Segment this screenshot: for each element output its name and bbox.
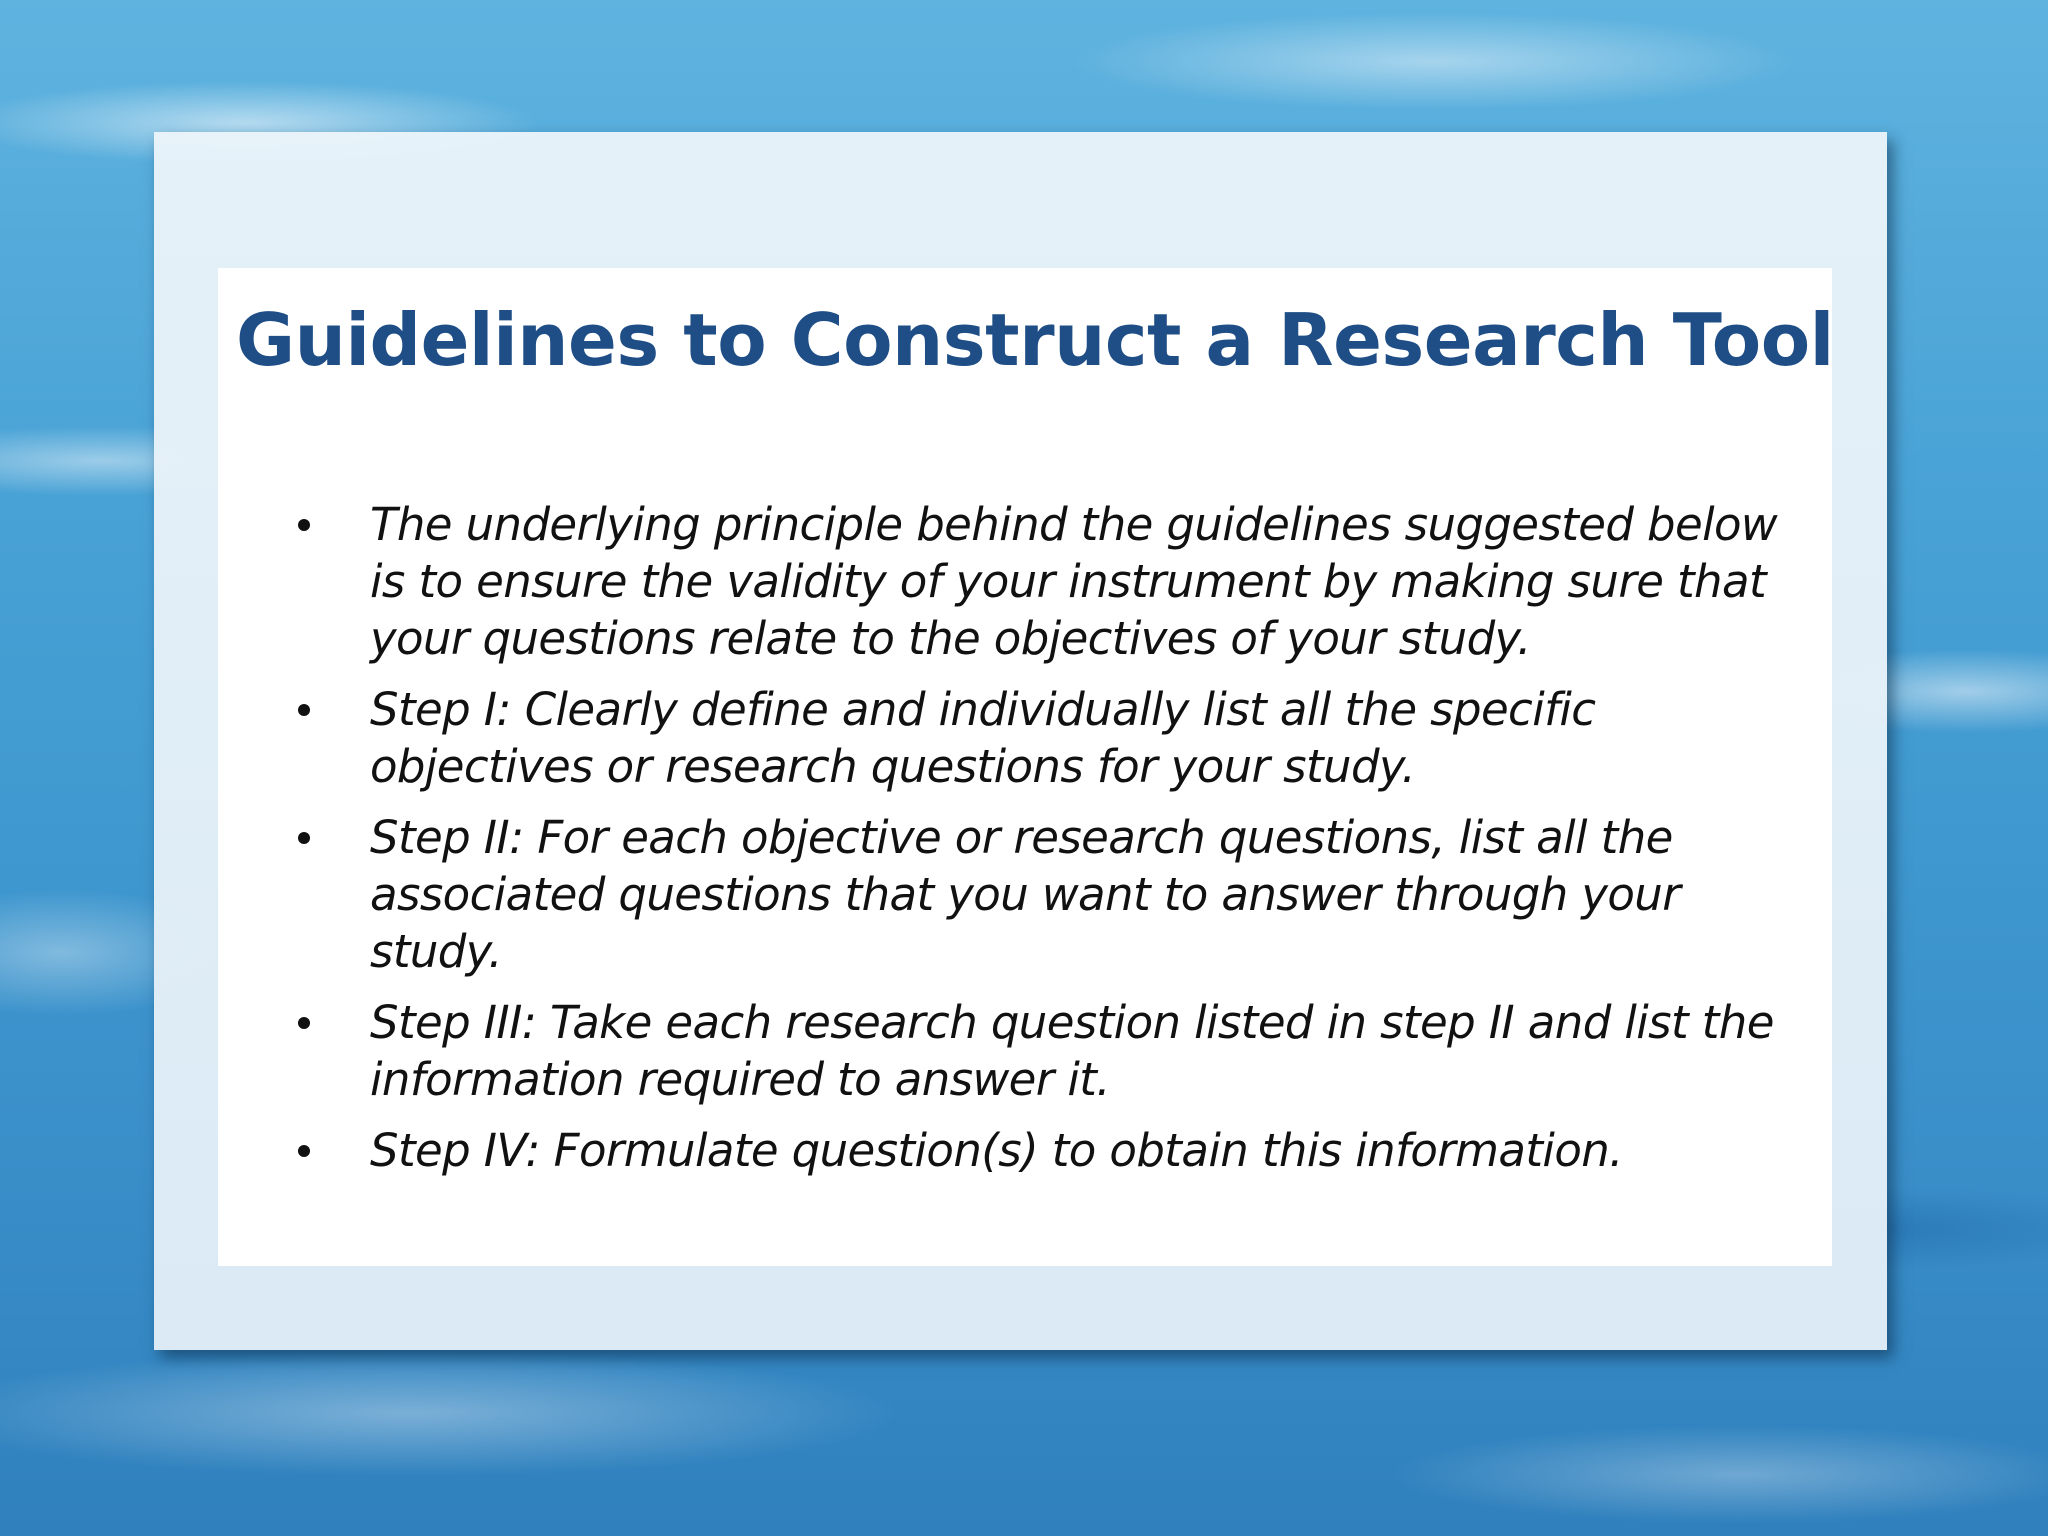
- bullet-dot-icon: [298, 1145, 310, 1157]
- bullet-text: Step IV: Formulate question(s) to obtain this information.: [370, 1124, 1623, 1177]
- bullet-item-step-1: [258, 681, 1818, 795]
- content-panel: [218, 268, 1832, 1266]
- bullet-dot-icon: [298, 1017, 310, 1029]
- bullet-item-step-2: [258, 809, 1818, 980]
- bullet-item-step-4: [258, 1122, 1818, 1179]
- slide-card: [154, 132, 1887, 1350]
- bullet-list: [258, 496, 1818, 1193]
- bullet-dot-icon: [298, 832, 310, 844]
- bullet-text: Step III: Take each research question listed in step II and list the information required to answer it.: [370, 996, 1774, 1106]
- bullet-dot-icon: [298, 519, 310, 531]
- bullet-dot-icon: [298, 704, 310, 716]
- bullet-item-principle: [258, 496, 1818, 667]
- bullet-text: Step II: For each objective or research questions, list all the associated questions that you want to answer through your study.: [370, 811, 1681, 978]
- bullet-text: Step I: Clearly define and individually list all the specific objectives or research questions for your study.: [370, 683, 1596, 793]
- slide-title: Guidelines to Construct a Research Tool: [236, 298, 1834, 382]
- bullet-item-step-3: [258, 994, 1818, 1108]
- bullet-text: The underlying principle behind the guidelines suggested below is to ensure the validity of your instrument by making sure that your questions relate to the objectives of your study.: [370, 498, 1778, 665]
